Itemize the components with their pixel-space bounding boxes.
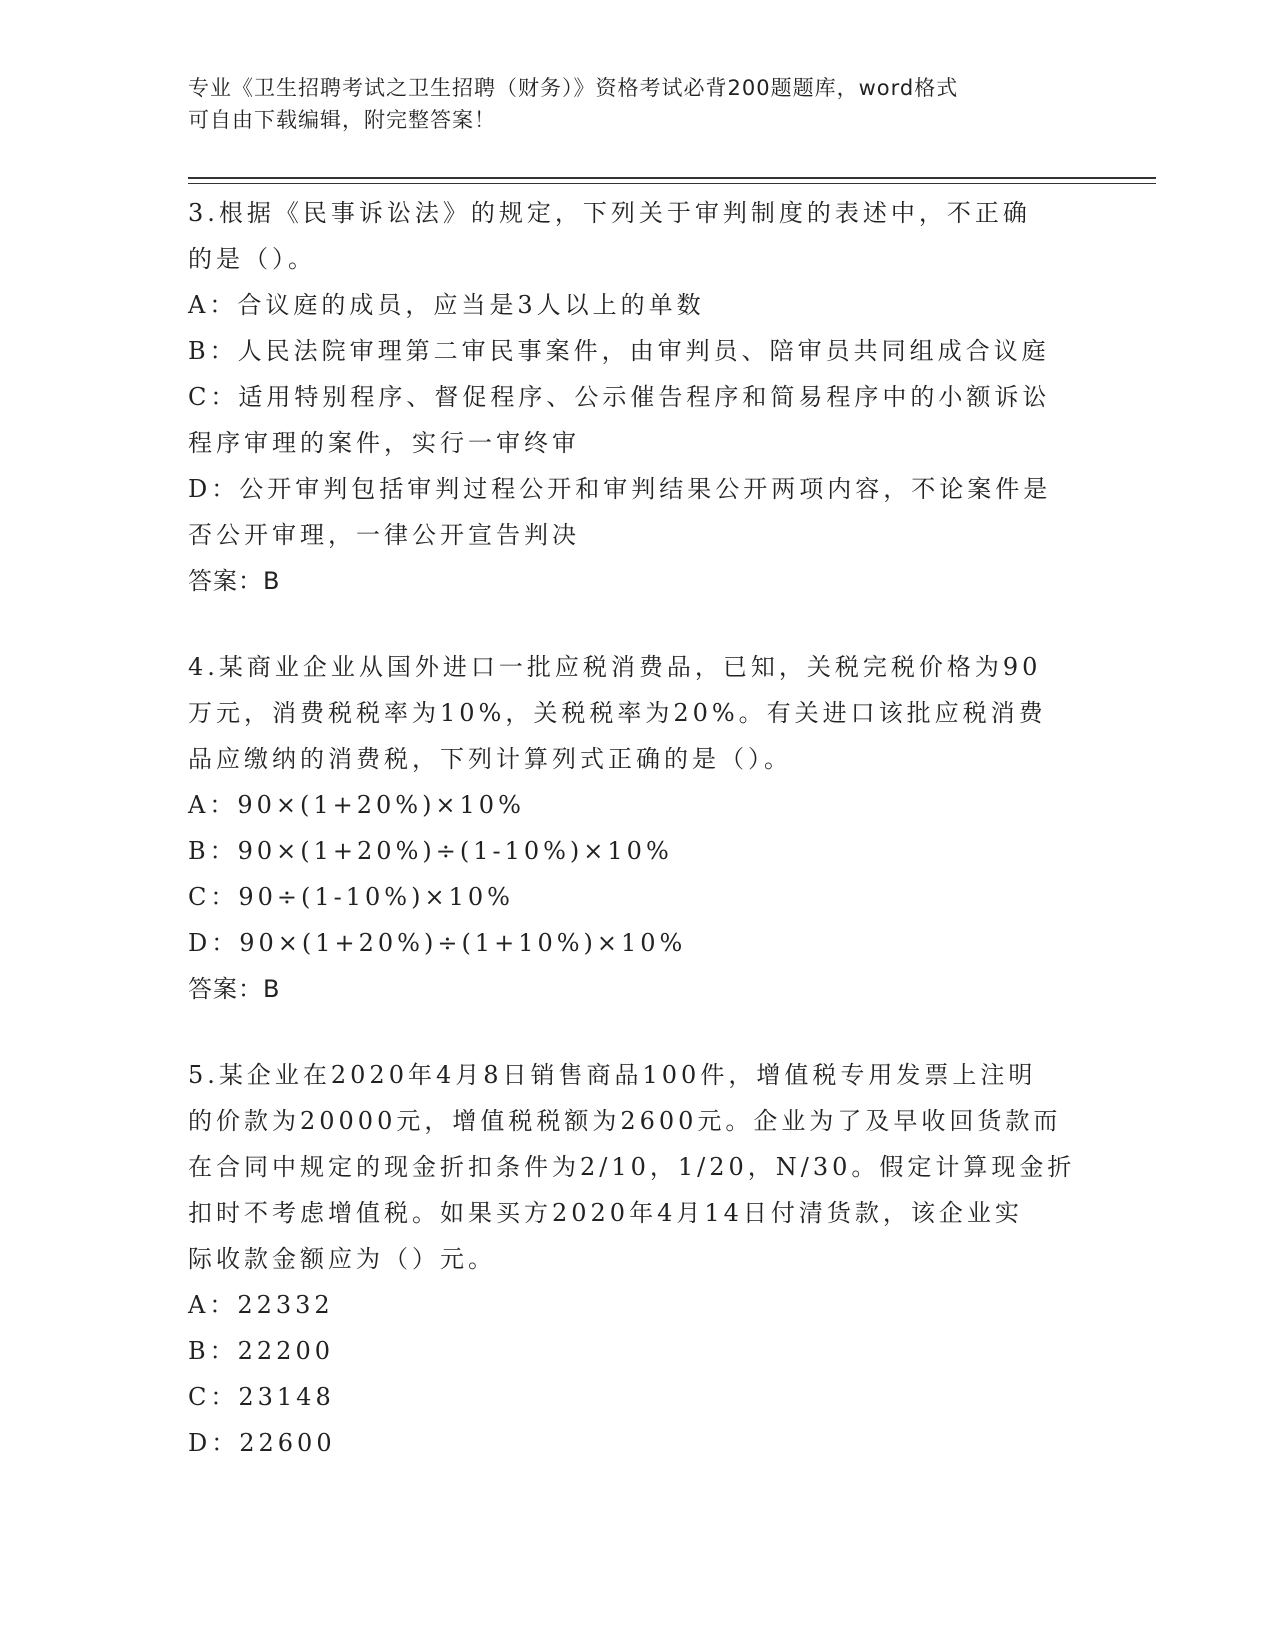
option-line: D：22600 (188, 1429, 336, 1457)
header-line: 专业《卫生招聘考试之卫生招聘（财务）》资格考试必背200题题库，word格式 (188, 76, 959, 100)
option-line: D：90×(1+20%)÷(1+10%)×10% (188, 929, 687, 957)
answer-label: 答案：B (188, 567, 281, 595)
option-line: 程序审理的案件，实行一审终审 (188, 429, 580, 457)
option-line: C：90÷(1-10%)×10% (188, 883, 514, 911)
question-block (188, 190, 1088, 604)
question-stem-line: 的价款为20000元，增值税税额为2600元。企业为了及早收回货款而 (188, 1107, 1062, 1135)
question-stem-line: 5.某企业在2020年4月8日销售商品100件，增值税专用发票上注明 (188, 1061, 1037, 1089)
question-block (188, 1052, 1088, 1466)
option-line: A：22332 (188, 1291, 334, 1319)
question-stem-line: 3.根据《民事诉讼法》的规定，下列关于审判制度的表述中，不正确 (188, 199, 1031, 227)
option-line: B：90×(1+20%)÷(1-10%)×10% (188, 837, 673, 865)
option-line: A：90×(1+20%)×10% (188, 791, 525, 819)
option-line: B：22200 (188, 1337, 334, 1365)
option-line: B：人民法院审理第二审民事案件，由审判员、陪审员共同组成合议庭 (188, 337, 1050, 365)
question-list (188, 190, 1088, 1506)
answer-label: 答案：B (188, 975, 281, 1003)
question-block (188, 644, 1088, 1012)
question-stem-line: 际收款金额应为（）元。 (188, 1245, 496, 1273)
question-stem-line: 品应缴纳的消费税，下列计算列式正确的是（）。 (188, 745, 792, 773)
option-line: C：适用特别程序、督促程序、公示催告程序和简易程序中的小额诉讼 (188, 383, 1051, 411)
question-stem-line: 万元，消费税税率为10%，关税税率为20%。有关进口该批应税消费 (188, 699, 1047, 727)
header-line: 可自由下载编辑，附完整答案！ (188, 108, 496, 132)
option-line: C：23148 (188, 1383, 335, 1411)
option-line: A：合议庭的成员，应当是3人以上的单数 (188, 291, 705, 319)
document-header (188, 72, 1088, 136)
question-stem-line: 的是（）。 (188, 245, 316, 273)
question-stem-line: 在合同中规定的现金折扣条件为2/10，1/20，N/30。假定计算现金折 (188, 1153, 1076, 1181)
option-line: 否公开审理，一律公开宣告判决 (188, 521, 580, 549)
option-line: D：公开审判包括审判过程公开和审判结果公开两项内容，不论案件是 (188, 475, 1052, 503)
question-stem-line: 4.某商业企业从国外进口一批应税消费品，已知，关税完税价格为90 (188, 653, 1042, 681)
header-divider-thick (188, 177, 1156, 179)
question-stem-line: 扣时不考虑增值税。如果买方2020年4月14日付清货款，该企业实 (188, 1199, 1023, 1227)
header-divider-thin (188, 183, 1156, 184)
